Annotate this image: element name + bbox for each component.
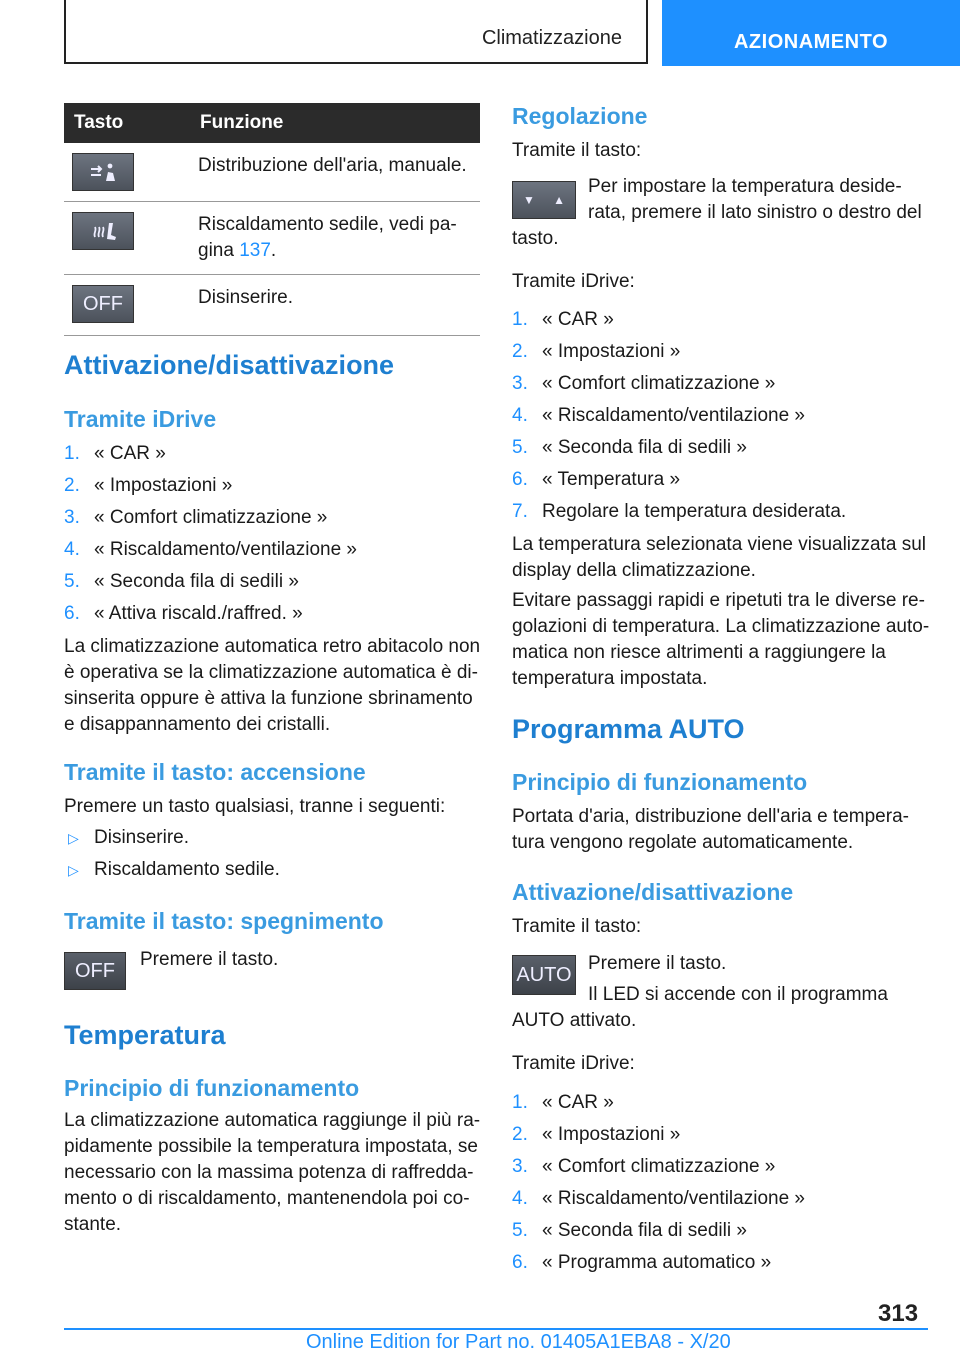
footer-edition-text: Online Edition for Part no. 01405A1EBA8 - X/20 <box>306 1331 731 1353</box>
header-section-box <box>64 0 648 64</box>
air-distribution-icon <box>72 153 134 191</box>
via-key-text-2: Tramite il tasto: <box>512 916 642 937</box>
via-idrive-text-2: Tramite iDrive: <box>512 1053 635 1074</box>
via-idrive-text: Tramite iDrive: <box>512 271 635 292</box>
key-on-text: Premere un tasto qualsiasi, tranne i seguenti: <box>64 796 446 817</box>
heading-activation-auto: Attivazione/disattivazione <box>512 879 794 905</box>
triangle-up-icon: ▲ <box>553 193 565 207</box>
heading-idrive: Tramite iDrive <box>64 406 217 432</box>
via-key-text: Tramite il tasto: <box>512 140 642 161</box>
heading-key-off: Tramite il tasto: spegnimento <box>64 908 384 934</box>
table-row <box>64 202 480 275</box>
page-number: 313 <box>878 1300 919 1327</box>
list-item: 3. « Comfort climatizzazione » <box>512 373 776 394</box>
list-item: 4. « Riscaldamento/ventilazione » <box>512 405 805 426</box>
footer-rule <box>64 1328 928 1353</box>
idrive-steps-list <box>64 438 357 630</box>
avoid-paragraph: Evitare passaggi rapidi e ripetuti tra le diverse re- golazioni di temperatura. La climatizzazione auto- matica non riesce altrimenti a raggiungere la temperatura impostata. <box>512 590 930 689</box>
header-section-title: Climatizzazione <box>481 27 622 49</box>
heading-principle-auto: Principio di funzionamento <box>512 769 808 795</box>
page-header <box>0 0 960 66</box>
list-item: 3. « Comfort climatizzazione » <box>64 507 328 528</box>
list-item: 7. Regolare la temperatura desiderata. <box>512 501 847 522</box>
list-item: 1. « CAR » <box>64 443 166 464</box>
list-item: 6. « Temperatura » <box>512 469 681 490</box>
list-item: 4. « Riscaldamento/ventilazione » <box>512 1188 805 1209</box>
seat-heating-text: Riscaldamento sedile, vedi pa- <box>198 214 457 235</box>
triangle-down-icon: ▼ <box>523 193 535 207</box>
heading-auto-program: Programma AUTO <box>512 714 745 744</box>
display-paragraph: La temperatura selezionata viene visualizzata sul display della climatizzazione. <box>512 534 927 581</box>
exceptions-list <box>64 822 280 886</box>
table-cell-function: Distribuzione dell'aria, manuale. <box>190 143 480 202</box>
header-chapter-title: AZIONAMENTO <box>733 31 888 53</box>
auto-key-text: Premere il tasto. <box>588 953 727 974</box>
table-row <box>64 143 480 202</box>
seat-heating-icon <box>72 212 134 250</box>
list-item: 2. « Impostazioni » <box>512 341 681 362</box>
temperature-key-paragraph: Per impostare la temperatura deside- rata, premere il lato sinistro o destro del tasto. <box>512 176 922 249</box>
heading-key-on: Tramite il tasto: accensione <box>64 759 366 785</box>
auto-key: AUTO <box>512 955 576 995</box>
key-function-table <box>64 103 480 336</box>
table-cell-function: Disinserire. <box>190 275 480 336</box>
off-key: OFF <box>72 285 134 323</box>
header-chapter-tab <box>662 0 960 66</box>
table-cell-function <box>190 202 480 275</box>
list-item: 2. « Impostazioni » <box>512 1124 681 1145</box>
off-key-text: Premere il tasto. <box>140 949 279 970</box>
list-item: 4. « Riscaldamento/ventilazione » <box>64 539 357 560</box>
list-item: 5. « Seconda fila di sedili » <box>512 1220 747 1241</box>
off-key: OFF <box>64 952 126 990</box>
list-item: 2. « Impostazioni » <box>64 475 233 496</box>
table-header-function: Funzione <box>190 103 480 143</box>
list-item: 1. « CAR » <box>512 309 614 330</box>
list-item: ▷ Riscaldamento sedile. <box>68 859 280 880</box>
note-paragraph: La climatizzazione automatica retro abitacolo non è operativa se la climatizzazione automatica è di- sinserita oppure è attiva la funzione sbrinamento e disappannamento dei cristalli. <box>64 636 481 735</box>
list-item: 6. « Attiva riscald./raffred. » <box>64 603 303 624</box>
list-item: 3. « Comfort climatizzazione » <box>512 1156 776 1177</box>
auto-steps-list <box>512 1087 805 1279</box>
table-row <box>64 275 480 336</box>
seat-heating-text-2: gina <box>198 240 240 261</box>
table-header-key: Tasto <box>64 103 190 143</box>
page-link[interactable]: 137 <box>239 240 271 261</box>
seat-heating-text-3: . <box>270 240 277 261</box>
auto-led-paragraph: Il LED si accende con il programma AUTO attivato. <box>512 984 888 1031</box>
auto-principle-paragraph: Portata d'aria, distribuzione dell'aria e tempera- tura vengono regolate automaticamente. <box>512 806 909 853</box>
list-item: 5. « Seconda fila di sedili » <box>64 571 299 592</box>
principle-paragraph: La climatizzazione automatica raggiunge il più ra- pidamente possibile la temperatura impostata, se necessario con la massima potenza di raffredda- mento o di riscaldamento, mantenendola poi co- stante. <box>64 1110 481 1235</box>
heading-activation: Attivazione/disattivazione <box>64 350 395 380</box>
heading-regolazione: Regolazione <box>512 103 648 129</box>
temperature-steps-list <box>512 304 846 528</box>
list-item: ▷ Disinserire. <box>68 827 190 848</box>
list-item: 1. « CAR » <box>512 1092 614 1113</box>
heading-principle: Principio di funzionamento <box>64 1075 360 1101</box>
list-item: 5. « Seconda fila di sedili » <box>512 437 747 458</box>
heading-temperature: Temperatura <box>64 1020 226 1050</box>
list-item: 6. « Programma automatico » <box>512 1252 772 1273</box>
